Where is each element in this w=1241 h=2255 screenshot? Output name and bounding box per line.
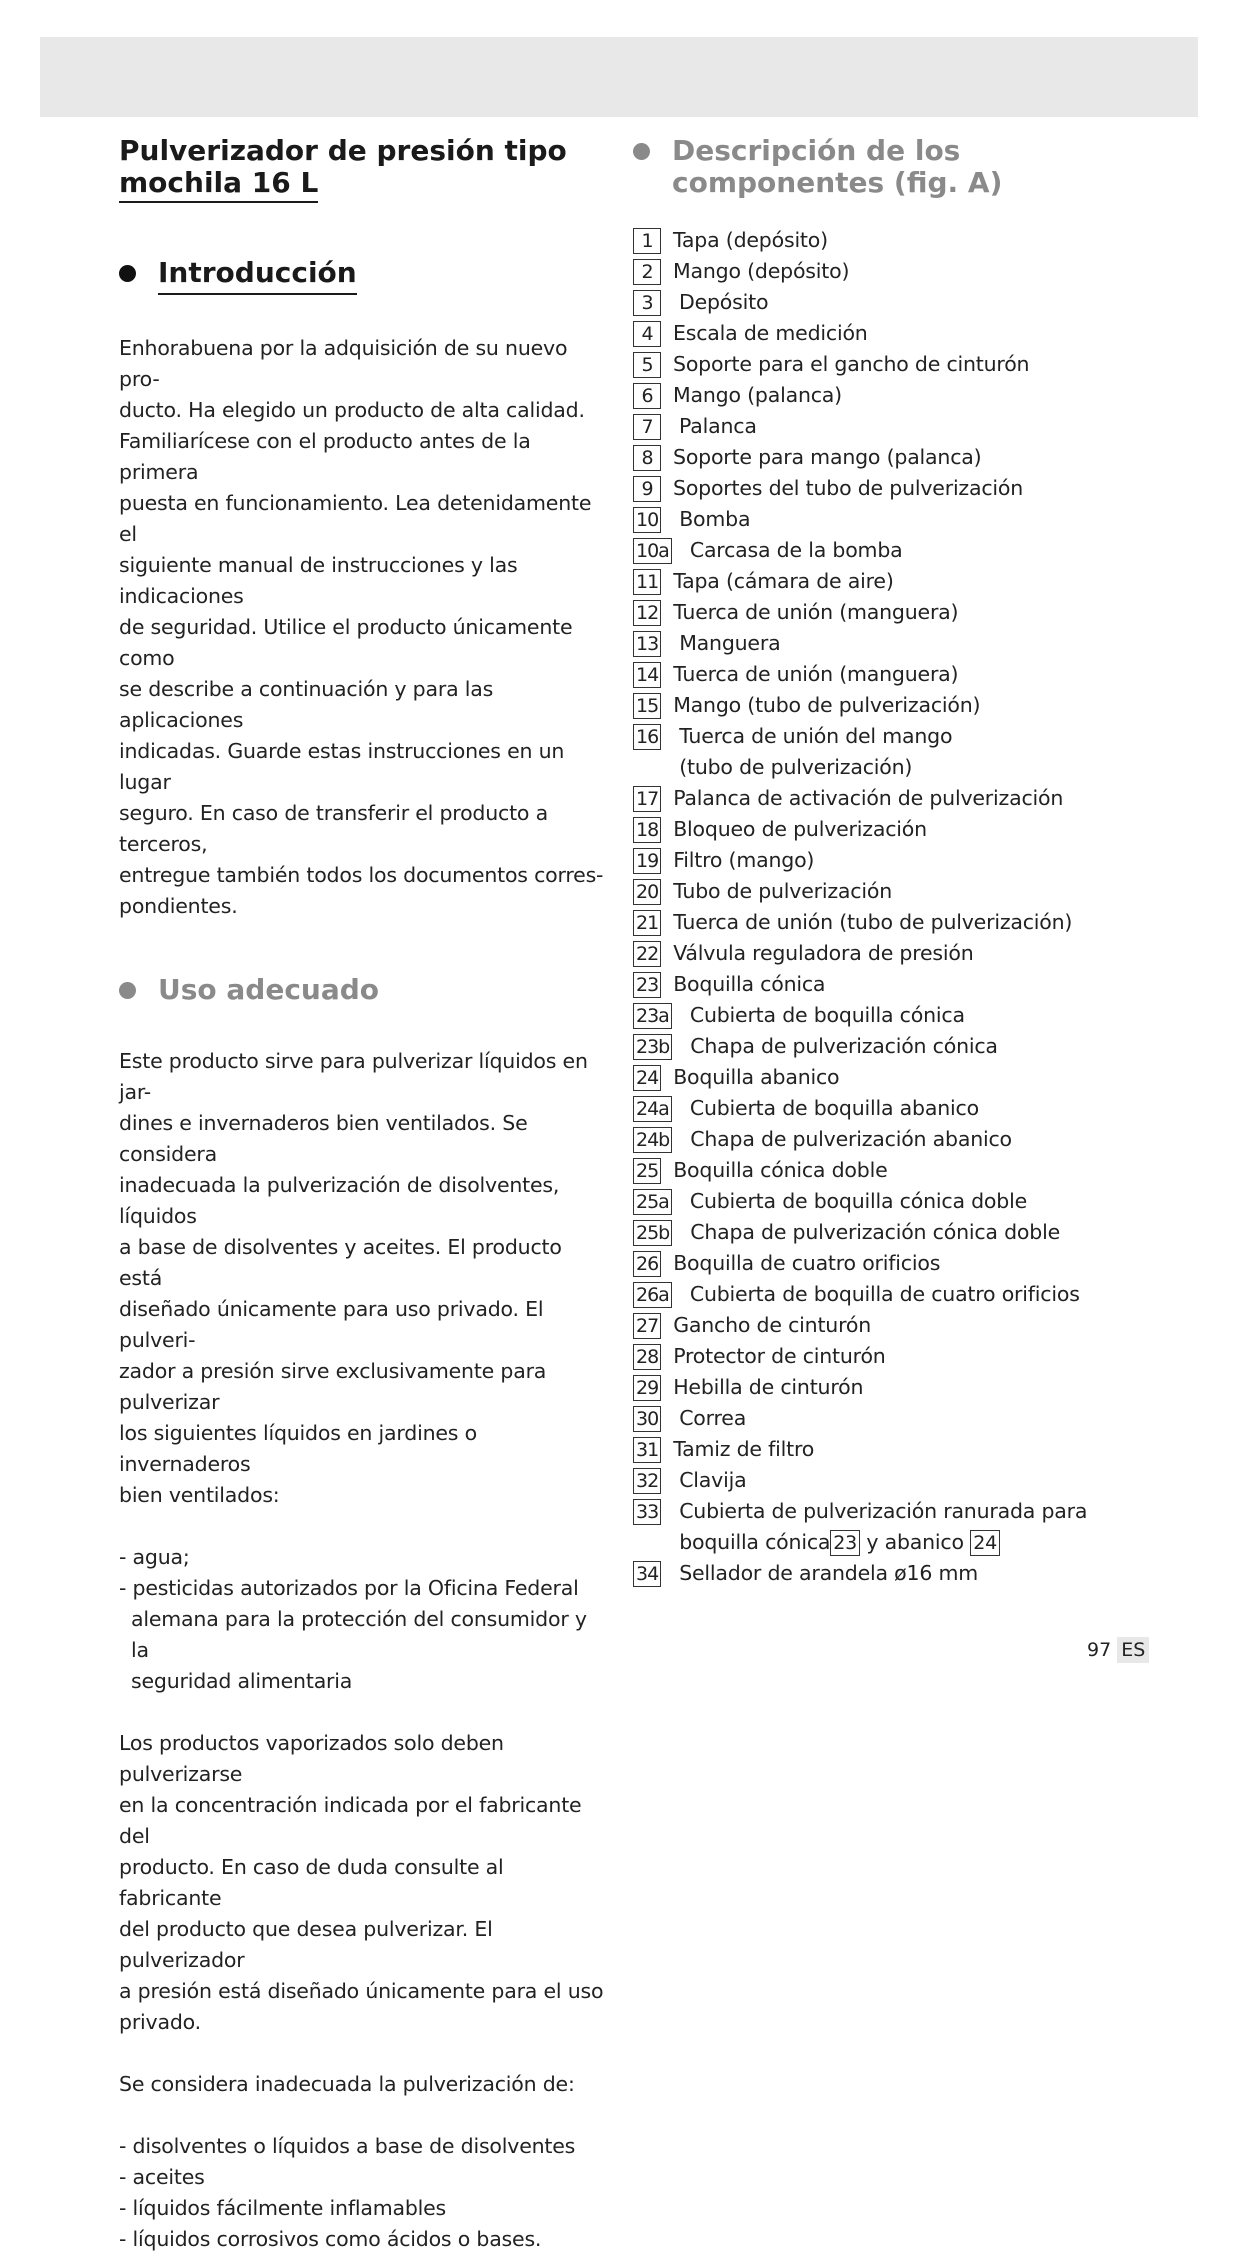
uso-list-2: [119, 2131, 609, 2255]
title-line-2: mochila 16 L: [119, 166, 318, 203]
component-label-line: Escala de medición: [673, 321, 868, 345]
component-label-line: boquilla cónica: [679, 1530, 831, 1554]
component-number: 24b: [633, 1127, 672, 1153]
uso-paragraph-3: Se considera inadecuada la pulverización de:: [119, 2072, 575, 2096]
component-label-line: Chapa de pulverización cónica: [690, 1034, 998, 1058]
list-item: - disolventes o líquidos a base de disolventes: [119, 2134, 576, 2158]
component-label: [679, 287, 768, 318]
component-label: [673, 659, 958, 690]
component-number: 15: [633, 693, 661, 719]
component-number: 18: [633, 817, 661, 843]
component-item: [633, 876, 1213, 907]
component-label-line: y abanico: [866, 1530, 964, 1554]
heading-line-2: componentes (fig. A): [672, 166, 1003, 199]
component-label: [673, 442, 981, 473]
intro-heading: [119, 257, 609, 295]
component-label-line: Cubierta de boquilla de cuatro orificios: [689, 1282, 1080, 1306]
component-label: [673, 597, 958, 628]
component-number: 20: [633, 879, 661, 905]
component-label: [673, 473, 1023, 504]
text-line: siguiente manual de instrucciones y las indicaciones: [119, 553, 518, 608]
left-column: [119, 135, 609, 2255]
component-label: [673, 1434, 814, 1465]
component-label: [673, 814, 927, 845]
component-item: [633, 690, 1213, 721]
component-label-line: Chapa de pulverización abanico: [690, 1127, 1012, 1151]
text-line: en la concentración indicada por el fabricante del: [119, 1793, 582, 1848]
component-label: [673, 690, 980, 721]
text-line: producto. En caso de duda consulte al fabricante: [119, 1855, 504, 1910]
component-label-line: (tubo de pulverización): [679, 755, 913, 779]
component-label-line: Soportes del tubo de pulverización: [673, 476, 1024, 500]
component-item: [633, 349, 1213, 380]
component-label-line: Bomba: [679, 507, 751, 531]
list-item: - líquidos corrosivos como ácidos o bases.: [119, 2227, 542, 2251]
component-item: [633, 1186, 1213, 1217]
text-line: indicadas. Guarde estas instrucciones en un lugar: [119, 739, 565, 794]
text-line: entregue también todos los documentos corres-: [119, 863, 604, 887]
text-line: inadecuada la pulverización de disolventes, líquidos: [119, 1173, 560, 1228]
component-label-line: Soporte para el gancho de cinturón: [673, 352, 1030, 376]
component-number: 24: [633, 1065, 661, 1091]
text-line: pondientes.: [119, 894, 238, 918]
text-line: se describe a continuación y para las aplicaciones: [119, 677, 494, 732]
reference-number: 24: [970, 1530, 1000, 1556]
component-number: 6: [633, 383, 661, 409]
component-item: [633, 535, 1213, 566]
component-label: [673, 1155, 887, 1186]
heading-line-1: Descripción de los: [672, 134, 961, 167]
component-item: [633, 504, 1213, 535]
component-label: [673, 1372, 863, 1403]
component-label: [673, 566, 893, 597]
component-number: 21: [633, 910, 661, 936]
uso-paragraph-1: [119, 1046, 609, 1511]
component-item: [633, 907, 1213, 938]
component-label: [673, 907, 1072, 938]
uso-paragraph-2: [119, 1728, 609, 2038]
component-item: [633, 1496, 1213, 1558]
components-heading-text: [672, 135, 1002, 199]
component-label: [679, 1465, 746, 1496]
component-number: 5: [633, 352, 661, 378]
component-label-line: Filtro (mango): [673, 848, 815, 872]
component-label-line: Tuerca de unión (manguera): [673, 662, 959, 686]
component-label: [673, 318, 868, 349]
component-label-line: Cubierta de boquilla abanico: [689, 1096, 979, 1120]
text-line: ducto. Ha elegido un producto de alta calidad.: [119, 398, 585, 422]
list-item: seguridad alimentaria: [131, 1669, 353, 1693]
component-item: [633, 1248, 1213, 1279]
component-label: [690, 1217, 1060, 1248]
page-number: 97: [1087, 1639, 1112, 1661]
component-label-line: Cubierta de boquilla cónica doble: [689, 1189, 1027, 1213]
component-label: [679, 411, 757, 442]
component-number: 1: [633, 228, 661, 254]
component-number: 29: [633, 1375, 661, 1401]
list-item: - aceites: [119, 2165, 205, 2189]
component-label-line: Depósito: [679, 290, 769, 314]
component-item: [633, 1403, 1213, 1434]
component-number: 33: [633, 1499, 661, 1525]
bullet-icon: [633, 143, 650, 160]
component-label-line: Palanca: [679, 414, 757, 438]
component-item: [633, 1093, 1213, 1124]
component-label: [673, 938, 973, 969]
bullet-icon: [119, 982, 136, 999]
component-label-line: Correa: [679, 1406, 747, 1430]
bullet-icon: [119, 265, 136, 282]
component-number: 17: [633, 786, 661, 812]
component-number: 7: [633, 414, 661, 440]
component-item: [633, 1155, 1213, 1186]
text-line: del producto que desea pulverizar. El pulverizador: [119, 1917, 493, 1972]
component-item: [633, 287, 1213, 318]
component-label-line: Tapa (cámara de aire): [673, 569, 894, 593]
component-item: [633, 1434, 1213, 1465]
component-label: [679, 504, 750, 535]
text-line: Este producto sirve para pulverizar líquidos en jar-: [119, 1049, 588, 1104]
component-item: [633, 597, 1213, 628]
component-number: 13: [633, 631, 661, 657]
component-item: [633, 566, 1213, 597]
list-item: alemana para la protección del consumidor y la: [131, 1607, 587, 1662]
text-line: seguro. En caso de transferir el producto a terceros,: [119, 801, 548, 856]
component-number: 31: [633, 1437, 661, 1463]
component-label: [673, 225, 828, 256]
component-label-line: Boquilla de cuatro orificios: [673, 1251, 941, 1275]
text-line: los siguientes líquidos en jardines o invernaderos: [119, 1421, 477, 1476]
component-number: 16: [633, 724, 661, 750]
component-label-line: Tuerca de unión (manguera): [673, 600, 959, 624]
component-number: 25b: [633, 1220, 672, 1246]
component-number: 23b: [633, 1034, 672, 1060]
component-label: [673, 845, 814, 876]
component-label-line: Mango (palanca): [673, 383, 842, 407]
component-label: [679, 1403, 746, 1434]
component-number: 23: [633, 972, 661, 998]
component-item: [633, 318, 1213, 349]
component-number: 10: [633, 507, 661, 533]
component-label-line: Carcasa de la bomba: [689, 538, 903, 562]
language-tag: ES: [1117, 1637, 1149, 1663]
text-line: dines e invernaderos bien ventilados. Se considera: [119, 1111, 528, 1166]
component-label: [673, 1248, 940, 1279]
component-label-line: Tuerca de unión del mango: [679, 724, 953, 748]
component-number: 28: [633, 1344, 661, 1370]
component-label-line: Chapa de pulverización cónica doble: [690, 1220, 1060, 1244]
text-line: zador a presión sirve exclusivamente para pulverizar: [119, 1359, 547, 1414]
list-item: - agua;: [119, 1545, 190, 1569]
component-item: [633, 1062, 1213, 1093]
component-item: [633, 1465, 1213, 1496]
text-line: de seguridad. Utilice el producto únicamente como: [119, 615, 573, 670]
component-label-line: Mango (depósito): [673, 259, 850, 283]
component-number: 22: [633, 941, 661, 967]
component-item: [633, 1341, 1213, 1372]
component-label: [673, 783, 1063, 814]
title-line-1: Pulverizador de presión tipo: [119, 134, 567, 167]
component-item: [633, 1124, 1213, 1155]
component-label: [673, 349, 1029, 380]
text-line: Familiarícese con el producto antes de la primera: [119, 429, 531, 484]
component-label-line: Boquilla abanico: [673, 1065, 840, 1089]
component-number: 19: [633, 848, 661, 874]
component-item: [633, 256, 1213, 287]
intro-paragraph: [119, 333, 609, 922]
component-label-line: Palanca de activación de pulverización: [673, 786, 1064, 810]
component-label-line: Bloqueo de pulverización: [673, 817, 927, 841]
component-label: [690, 535, 903, 566]
component-label-line: Boquilla cónica doble: [673, 1158, 888, 1182]
component-label-line: Clavija: [679, 1468, 747, 1492]
component-item: [633, 721, 1213, 783]
component-label: [673, 1062, 839, 1093]
text-line: Enhorabuena por la adquisición de su nuevo pro-: [119, 336, 568, 391]
component-label: [673, 969, 825, 1000]
component-number: 2: [633, 259, 661, 285]
component-label: [690, 1124, 1012, 1155]
component-label-line: Válvula reguladora de presión: [673, 941, 974, 965]
component-label-line: Protector de cinturón: [673, 1344, 886, 1368]
list-item: - líquidos fácilmente inflamables: [119, 2196, 447, 2220]
component-item: [633, 225, 1213, 256]
component-label-line: Cubierta de boquilla cónica: [689, 1003, 965, 1027]
list-item: - pesticidas autorizados por la Oficina Federal: [119, 1576, 579, 1600]
component-item: [633, 659, 1213, 690]
component-number: 24a: [633, 1096, 672, 1122]
component-label-line: Soporte para mango (palanca): [673, 445, 982, 469]
component-item: [633, 411, 1213, 442]
component-label-line: Boquilla cónica: [673, 972, 826, 996]
text-line: puesta en funcionamiento. Lea detenidamente el: [119, 491, 592, 546]
component-number: 9: [633, 476, 661, 502]
component-item: [633, 1558, 1213, 1589]
intro-heading-text: Introducción: [158, 257, 357, 295]
component-label: [673, 256, 849, 287]
component-label-line: Gancho de cinturón: [673, 1313, 871, 1337]
component-number: 25: [633, 1158, 661, 1184]
component-label-line: Sellador de arandela ø16 mm: [679, 1561, 979, 1585]
component-number: 11: [633, 569, 661, 595]
component-label: [679, 1558, 978, 1589]
text-line: bien ventilados:: [119, 1483, 280, 1507]
text-line: privado.: [119, 2010, 201, 2034]
component-label: [679, 721, 952, 783]
component-item: [633, 628, 1213, 659]
component-label-line: Tamiz de filtro: [673, 1437, 815, 1461]
component-label: [673, 380, 842, 411]
uso-heading-text: Uso adecuado: [158, 973, 380, 1006]
header-band: [40, 37, 1198, 117]
component-number: 23a: [633, 1003, 672, 1029]
component-item: [633, 1031, 1213, 1062]
component-label: [673, 876, 892, 907]
component-item: [633, 1000, 1213, 1031]
component-label-line: Hebilla de cinturón: [673, 1375, 864, 1399]
page-footer: [1087, 1636, 1163, 1664]
component-item: [633, 1279, 1213, 1310]
text-line: diseñado únicamente para uso privado. El pulveri-: [119, 1297, 544, 1352]
component-number: 34: [633, 1561, 661, 1587]
text-line: Los productos vaporizados solo deben pulverizarse: [119, 1731, 504, 1786]
component-number: 10a: [633, 538, 672, 564]
component-label: [679, 628, 780, 659]
component-number: 25a: [633, 1189, 672, 1215]
text-line: a presión está diseñado únicamente para el uso: [119, 1979, 604, 2003]
component-item: [633, 845, 1213, 876]
component-number: 14: [633, 662, 661, 688]
uso-list-1: [119, 1542, 609, 1697]
component-number: 27: [633, 1313, 661, 1339]
component-number: 32: [633, 1468, 661, 1494]
component-label: [690, 1000, 965, 1031]
component-item: [633, 938, 1213, 969]
component-label-line: Tubo de pulverización: [673, 879, 892, 903]
component-label: [673, 1341, 885, 1372]
component-label: [690, 1031, 998, 1062]
components-heading: [633, 135, 1213, 199]
component-number: 26: [633, 1251, 661, 1277]
component-item: [633, 1217, 1213, 1248]
component-label: [690, 1093, 979, 1124]
reference-number: 23: [830, 1530, 860, 1556]
component-item: [633, 1372, 1213, 1403]
component-label-line: Tapa (depósito): [673, 228, 828, 252]
component-label: [690, 1186, 1027, 1217]
component-item: [633, 969, 1213, 1000]
component-item: [633, 473, 1213, 504]
component-number: 26a: [633, 1282, 672, 1308]
uso-heading: [119, 974, 609, 1006]
component-number: 30: [633, 1406, 661, 1432]
component-label-line: Cubierta de pulverización ranurada para: [679, 1499, 1088, 1523]
component-label-line: Tuerca de unión (tubo de pulverización): [673, 910, 1073, 934]
component-label-line: Mango (tubo de pulverización): [673, 693, 981, 717]
component-label-line: Manguera: [679, 631, 781, 655]
component-item: [633, 380, 1213, 411]
component-label: [679, 1496, 1087, 1558]
component-number: 3: [633, 290, 661, 316]
component-item: [633, 783, 1213, 814]
component-number: 12: [633, 600, 661, 626]
component-number: 4: [633, 321, 661, 347]
component-label: [690, 1279, 1080, 1310]
component-item: [633, 1310, 1213, 1341]
document-title: [119, 135, 609, 201]
component-item: [633, 814, 1213, 845]
text-line: a base de disolventes y aceites. El producto está: [119, 1235, 562, 1290]
component-item: [633, 442, 1213, 473]
right-column: [633, 135, 1213, 1589]
components-list: [633, 225, 1213, 1589]
component-number: 8: [633, 445, 661, 471]
component-label: [673, 1310, 871, 1341]
